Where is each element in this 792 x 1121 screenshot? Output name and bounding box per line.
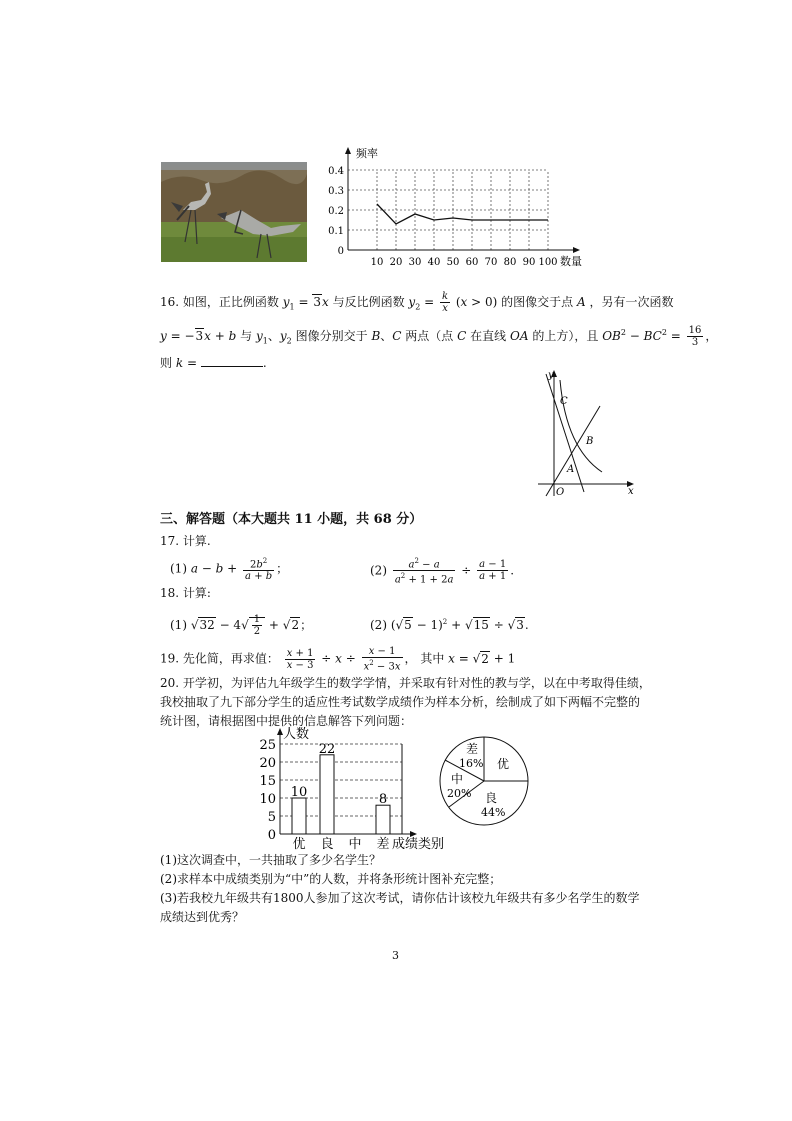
section-3-heading: 三、解答题（本大题共 11 小题，共 68 分）: [160, 512, 423, 527]
freq-x-tick-label: 90: [522, 257, 536, 267]
q17-part-2: (2) $\frac{a^2 - a}{a^2 + 1 + 2a}$ ÷ $\frac{a - 1}{a + 1}$ .: [370, 557, 515, 586]
freq-y-tick-label: 0.4: [328, 166, 344, 177]
pie-label-zhong: 中: [451, 772, 464, 786]
q16-line-3: 则 k = .: [160, 356, 267, 370]
q16-text-3: 则: [160, 356, 173, 370]
q16-text-1d: ，另有一次函数: [589, 295, 674, 309]
freq-y-arrow: [345, 147, 351, 154]
q20-line-2: 我校抽取了九下部分学生的适应性考试数学成绩作为样本分析，绘制成了如下两幅不完整的: [160, 695, 641, 709]
freq-y-tick-label: 0.2: [328, 206, 344, 217]
freq-y-tick-label: 0.3: [328, 186, 344, 197]
frequency-series-line: [377, 204, 548, 224]
bar-y-tick-label: 25: [259, 738, 276, 753]
freq-x-tick-label: 50: [446, 257, 460, 267]
freq-x-arrow: [573, 247, 580, 253]
freq-x-tick-label: 80: [503, 257, 517, 267]
freq-x-tick-label: 60: [465, 257, 479, 267]
q20-sub-3b: 成绩达到优秀？: [160, 910, 245, 924]
fig-label-x: x: [628, 486, 634, 497]
q16-text-2e: 的上方），且: [532, 329, 599, 343]
freq-y-tick-label: 0: [337, 246, 344, 257]
freq-x-tick-label: 70: [484, 257, 498, 267]
q18-part-1-label: (1): [170, 618, 187, 632]
bar-data-label: 10: [290, 785, 308, 800]
answer-blank[interactable]: [201, 356, 263, 367]
q18-part-1: (1) √32 − 4√ $\frac{1}{2}$ + √2；: [170, 614, 313, 637]
q17-part-1-label: (1): [170, 561, 187, 576]
bar-3: [376, 805, 390, 834]
freq-x-tick-label: 20: [389, 257, 403, 267]
q16-text-2c: 两点（点: [405, 329, 454, 343]
freq-x-tick-label: 10: [370, 257, 384, 267]
q17-part-2-label: (2): [370, 563, 387, 578]
fig-label-c: C: [560, 396, 568, 407]
q20-line-3: 统计图，请根据图中提供的信息解答下列问题：: [160, 714, 413, 728]
q20-sub-3: (3)若我校九年级共有1800人参加了这次考试，请你估计该校九年级共有多少名学生的数学: [160, 891, 640, 905]
bar-x-axis-label: 成绩类别: [392, 837, 445, 852]
fig-label-a: A: [567, 464, 575, 475]
bar-data-label: 22: [318, 741, 336, 757]
q19-line: 19. 先化简，再求值： $\frac{x + 1}{x - 3}$ ÷ x ÷ $\frac{x - 1}{x^2 - 3x}$ ， 其中 x = √2 + 1: [160, 646, 516, 673]
bar-y-tick-label: 0: [267, 828, 276, 843]
q16-text-2d: 在直线: [470, 329, 507, 343]
q16-text-1c: 的图像交于点: [501, 295, 574, 309]
q16-text-1a: 如图，正比例函数: [182, 295, 279, 309]
bar-y-tick-label: 10: [259, 792, 276, 807]
cranes-photo: [161, 162, 307, 262]
q16-text-1b: 与反比例函数: [332, 295, 405, 309]
q17-title: 17. 计算.: [160, 534, 211, 548]
q16-number: 16.: [160, 295, 180, 309]
frequency-line-chart: [318, 145, 588, 267]
pie-label-you: 优: [497, 757, 510, 771]
bar-y-tick-label: 15: [259, 774, 276, 789]
freq-x-tick-label: 30: [408, 257, 422, 267]
q20-line-1: 20. 开学初，为评估九年级学生的数学学情，并采取有针对性的教与学，以在中考取得佳绩，: [160, 676, 651, 690]
bar-y-tick-label: 5: [267, 810, 276, 825]
grade-pie-chart: [437, 734, 531, 828]
q18-part-2: (2) $(√5 - 1)^2 + √15 \div √3$.: [370, 618, 529, 632]
bar-x-tick-label: 差: [376, 837, 390, 852]
pie-pct-cha: 16%: [459, 757, 484, 770]
bar-x-tick-label: 优: [292, 837, 306, 852]
q16-line-1: 16. 如图，正比例函数 $y_1 = 3x$ 与反比例函数 $y_2$ = $\frac{k}{x}$ (x > 0) 的图像交于点 A ，另有一次函数: [160, 291, 674, 314]
freq-x-tick-label: 100: [538, 257, 558, 267]
pie-pct-zhong: 20%: [447, 787, 472, 800]
bar-y-tick-label: 20: [259, 756, 276, 771]
q19-text-b: 其中: [420, 651, 445, 666]
q16-text-2b: 图像分别交于: [295, 329, 368, 343]
pie-label-cha: 差: [466, 742, 479, 756]
freq-y-axis-label: 频率: [356, 147, 378, 160]
fig-label-y: y: [548, 370, 554, 381]
q16-function-figure: [532, 368, 638, 500]
fig-label-b: B: [586, 436, 594, 447]
pie-label-liang: 良: [485, 791, 498, 805]
pie-pct-liang: 44%: [481, 806, 506, 819]
freq-x-tick-label: 40: [427, 257, 441, 267]
q16-line-2: y = −3x + b 与 $y_1$、$y_2$ 图像分别交于 B、C 两点（点 C 在直线 OA 的上方），且 $OB^2 - BC^2$ = $\frac{16}{3}$ ，: [160, 325, 718, 348]
q17-part-1: (1) a − b + $\frac{2b^2}{a + b}$ ；: [170, 557, 289, 583]
bar-y-axis-label: 人数: [283, 727, 310, 742]
bar-0: [292, 798, 306, 834]
q19-text-a: 19. 先化简，再求值：: [160, 651, 279, 666]
q18-title: 18. 计算:: [160, 586, 211, 600]
bar-1: [320, 755, 334, 834]
page-number: 3: [392, 949, 399, 962]
freq-x-axis-label: 数量: [560, 255, 582, 267]
grade-bar-chart: [255, 726, 455, 854]
freq-y-tick-label: 0.1: [328, 226, 344, 237]
q20-sub-1: (1)这次调查中，一共抽取了多少名学生？: [160, 853, 381, 867]
q18-part-2-label: (2): [370, 618, 387, 632]
bar-data-label: 8: [378, 792, 388, 808]
q16-text-2a: 与: [240, 329, 253, 343]
bar-x-tick-label: 中: [348, 837, 362, 852]
q20-sub-2: (2)求样本中成绩类别为“中”的人数，并将条形统计图补充完整；: [160, 872, 502, 886]
fig-label-o: O: [556, 487, 565, 498]
bar-x-tick-label: 良: [320, 837, 334, 852]
